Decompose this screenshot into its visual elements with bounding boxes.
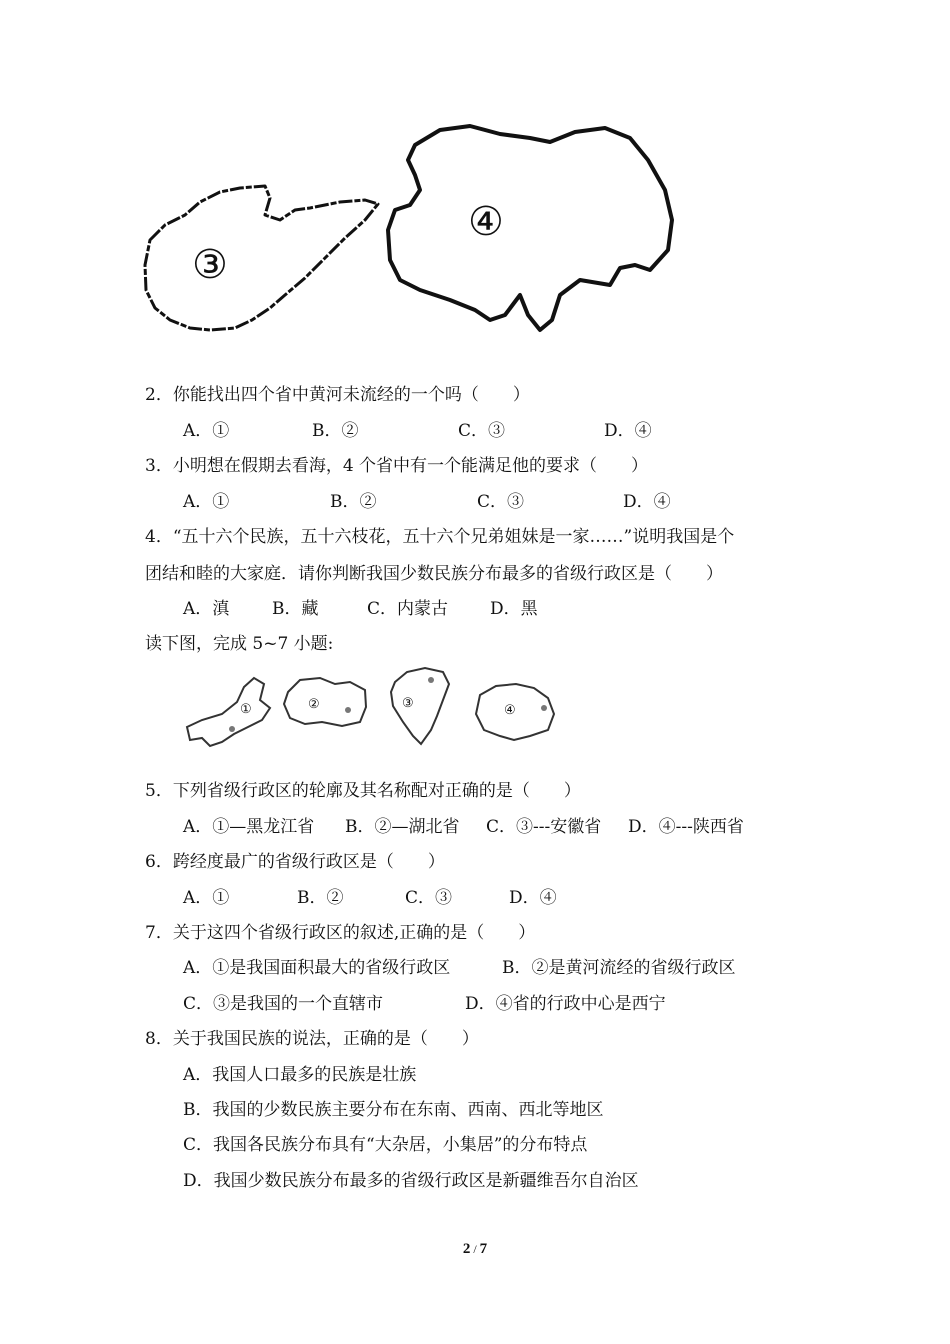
question-4-stem-line2: 团结和睦的大家庭．请你判断我国少数民族分布最多的省级行政区是（ ） [145,564,723,584]
question-7-option-c: C．③是我国的一个直辖市 [183,994,384,1014]
question-2-stem: 2．你能找出四个省中黄河未流经的一个吗（ ） [145,385,530,405]
question-8-option-a: A．我国人口最多的民族是壮族 [183,1065,417,1085]
page-separator: / [470,1242,480,1256]
figure-intro: 读下图，完成 5~7 小题: [145,634,334,654]
question-3-stem: 3．小明想在假期去看海，4 个省中有一个能满足他的要求（ ） [145,456,649,476]
question-2-option-b: B．② [312,421,359,441]
question-3-option-a: A．① [183,492,230,512]
question-8-stem: 8．关于我国民族的说法，正确的是（ ） [145,1029,479,1049]
question-8-option-b: B．我国的少数民族主要分布在东南、西南、西北等地区 [183,1100,604,1120]
question-2-option-a: A．① [183,421,230,441]
question-7-option-a: A．①是我国面积最大的省级行政区 [183,958,451,978]
map-label-3: ③ [192,242,228,288]
question-8-option-c: C．我国各民族分布具有“大杂居，小集居”的分布特点 [183,1135,588,1155]
question-6-option-a: A．① [183,888,230,908]
question-4-option-d: D．黑 [490,599,538,619]
question-2-option-c: C．③ [458,421,506,441]
question-5-stem: 5．下列省级行政区的轮廓及其名称配对正确的是（ ） [145,781,581,801]
question-6-option-d: D．④ [509,888,557,908]
question-4-option-a: A．滇 [183,599,230,619]
province-outline-map-4 [380,120,680,345]
page-total: 7 [479,1241,488,1257]
page-current: 2 [462,1241,471,1257]
question-6-option-b: B．② [297,888,344,908]
page-number [0,1241,950,1258]
question-3-option-b: B．② [330,492,377,512]
question-4-stem-line1: 4．“五十六个民族，五十六枝花，五十六个兄弟姐妹是一家……”说明我国是个 [145,527,735,547]
question-5-option-b: B．②—湖北省 [345,817,460,837]
question-6-option-c: C．③ [405,888,453,908]
question-3-option-d: D．④ [623,492,671,512]
question-7-option-b: B．②是黄河流经的省级行政区 [502,958,736,978]
province-outline-map-3 [140,180,390,340]
small-map-label-1: ① [240,702,252,717]
question-2-option-d: D．④ [604,421,652,441]
question-5-option-a: A．①—黑龙江省 [183,817,315,837]
question-5-option-d: D．④---陕西省 [628,817,744,837]
small-map-label-4: ④ [504,703,516,718]
question-8-option-d: D．我国少数民族分布最多的省级行政区是新疆维吾尔自治区 [183,1171,639,1191]
small-map-label-3: ③ [402,696,414,711]
question-6-stem: 6．跨经度最广的省级行政区是（ ） [145,852,445,872]
small-map-1 [182,672,277,750]
small-map-3 [385,664,455,748]
question-4-option-b: B．藏 [272,599,319,619]
question-7-option-d: D．④省的行政中心是西宁 [465,994,666,1014]
question-5-option-c: C．③---安徽省 [486,817,602,837]
map-label-4: ④ [468,199,504,245]
question-4-option-c: C．内蒙古 [367,599,449,619]
small-map-2 [280,672,372,732]
question-7-stem: 7．关于这四个省级行政区的叙述,正确的是（ ） [145,923,536,943]
question-3-option-c: C．③ [477,492,525,512]
small-map-label-2: ② [308,697,320,712]
